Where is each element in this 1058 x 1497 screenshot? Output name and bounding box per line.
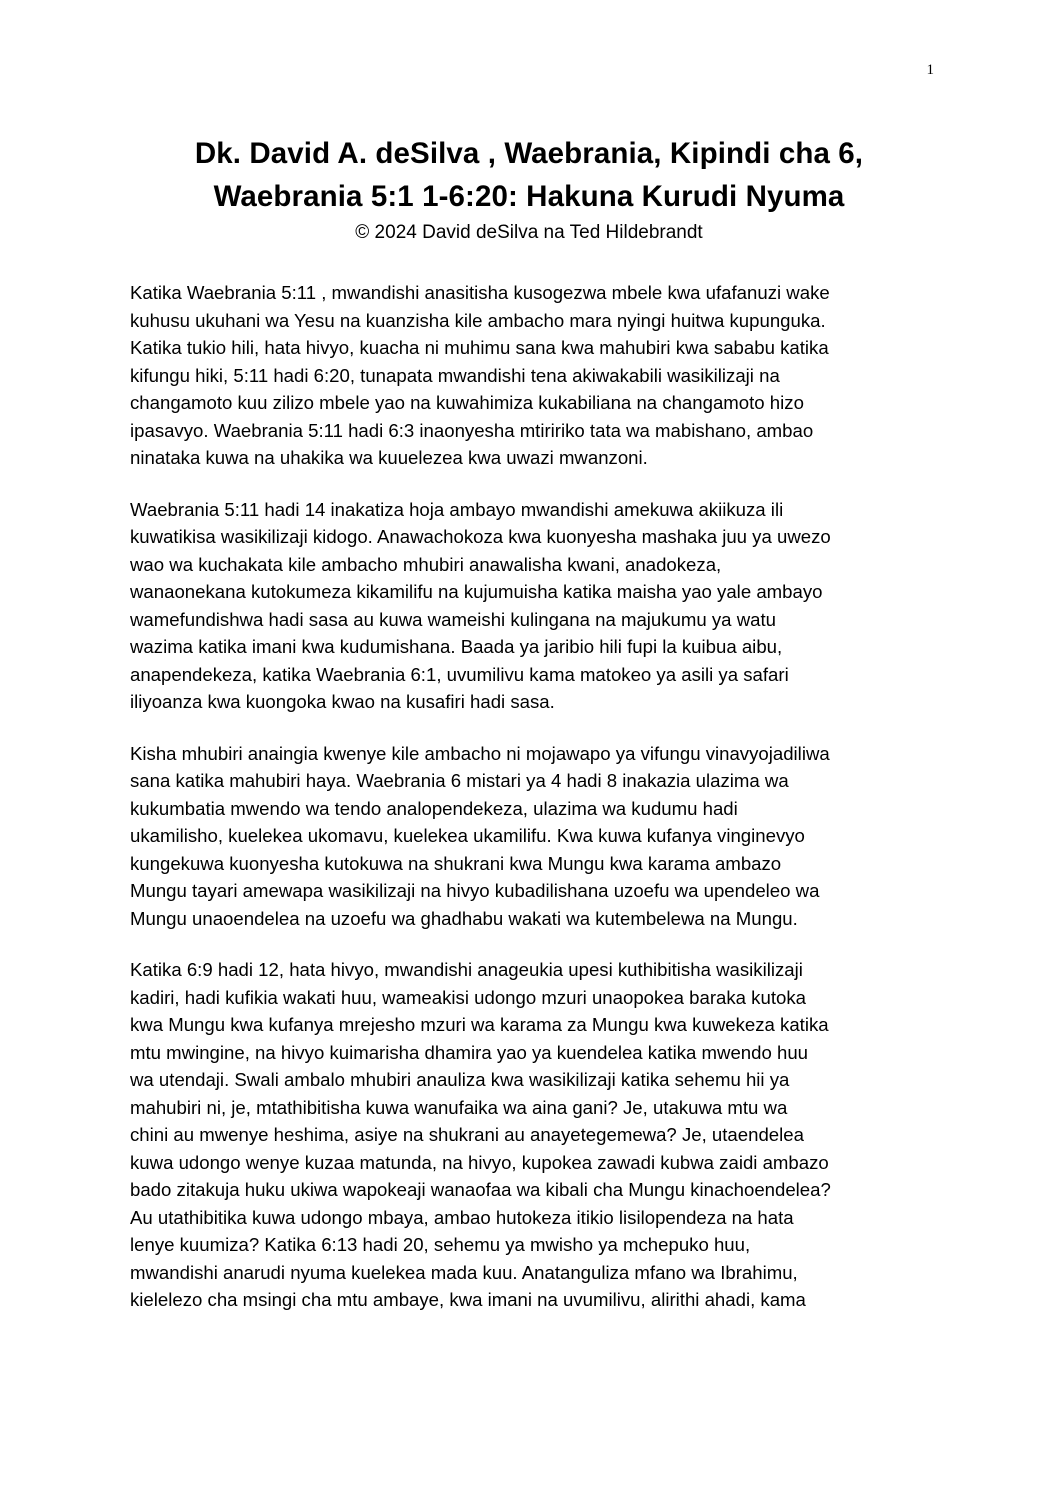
paragraph-3: Kisha mhubiri anaingia kwenye kile ambacho ni mojawapo ya vifungu vinavyojadiliwa sana katika mahubiri haya. Waebrania 6 mistari ya 4 hadi 8 inakazia ulazima wa kukumbatia mwendo wa tendo analopendekeza, ulazima wa kudumu hadi ukamilisho, kuelekea ukomavu, kuelekea ukamilifu. Kwa kuwa kufanya vinginevyo kungekuwa kuonyesha kutokuwa na shukrani kwa Mungu kwa karama ambazo Mungu tayari amewapa wasikilizaji na hivyo kubadilishana uzoefu wa upendeleo wa Mungu unaoendelea na uzoefu wa ghadhabu wakati wa kutembelewa na Mungu. — [130, 742, 830, 929]
title-line-1: Dk. David A. deSilva , Waebrania, Kipindi cha 6, — [194, 137, 864, 170]
paragraph-2: Waebrania 5:11 hadi 14 inakatiza hoja ambayo mwandishi amekuwa akiikuza ili kuwatikisa wasikilizaji kidogo. Anawachokoza kwa kuonyesha mashaka juu ya uwezo wao wa kuchakata kile ambacho mhubiri anawalisha kwani, anadokeza, wanaonekana kutokumeza kikamilifu na kujumuisha katika maisha yao yale ambayo wamefundishwa hadi sasa au kuwa wameishi kulingana na majukumu ya watu wazima katika imani kwa kudumishana. Baada ya jaribio hili fupi la kuibua aibu, anapendekeza, katika Waebrania 6:1, uvumilivu kama matokeo ya asili ya safari iliyoanza kwa kuongoka kwao na kusafiri hadi sasa. — [130, 498, 831, 712]
paragraph-1: Katika Waebrania 5:11 , mwandishi anasitisha kusogezwa mbele kwa ufafanuzi wake kuhusu ukuhani wa Yesu na kuanzisha kile ambacho mara nyingi huitwa kupunguka. Katika tukio hili, hata hivyo, kuacha ni muhimu sana kwa mahubiri kwa sababu katika kifungu hiki, 5:11 hadi 6:20, tunapata mwandishi tena akiwakabili wasikilizaji na changamoto kuu zilizo mbele yao na kuwahimiza kukabiliana na changamoto hizo ipasavyo. Waebrania 5:11 hadi 6:3 inaonyesha mtiririko tata wa mabishano, ambao ninataka kuwa na uhakika wa kuuelezea kwa uwazi mwanzoni. — [130, 282, 830, 468]
document-title — [100, 132, 958, 218]
paragraph-4: Katika 6:9 hadi 12, hata hivyo, mwandishi anageukia upesi kuthibitisha wasikilizaji kadiri, hadi kufikia wakati huu, wameakisi udongo mzuri unaopokea baraka kutoka kwa Mungu kwa kufanya mrejesho mzuri wa karama za Mungu kwa kuwekeza katika mtu mwingine, na hivyo kuimarisha dhamira yao ya kuendelea katika mwendo huu wa utendaji. Swali ambalo mhubiri anauliza kwa wasikilizaji katika sehemu hii ya mahubiri ni, je, mtathibitisha kuwa wanufaika wa aina gani? Je, utakuwa mtu wa chini au mwenye heshima, asiye na shukrani au anayetegemewa? Je, utaendelea kuwa udongo wenye kuzaa matunda, na hivyo, kupokea zawadi kubwa zaidi ambazo bado zitakuja huku ukiwa wapokeaji wanaofaa wa kibali cha Mungu kinachoendelea? Au utathibitika kuwa udongo mbaya, ambao hutokeza itikio lisilopendeza na hata lenye kuumiza? Katika 6:13 hadi 20, sehemu ya mwisho ya mchepuko huu, mwandishi anarudi nyuma kuelekea mada kuu. Anatanguliza mfano wa Ibrahimu, kielelezo cha msingi cha mtu ambaye, kwa imani na uvumilivu, alirithi ahadi, kama — [130, 959, 831, 1310]
page-number: 1 — [926, 62, 934, 78]
copyright-line: © 2024 David deSilva na Ted Hildebrandt — [355, 222, 703, 243]
title-line-2: Waebrania 5:1 1-6:20: Hakuna Kurudi Nyuma — [213, 180, 845, 213]
document-body — [130, 279, 930, 1338]
document-header — [100, 132, 958, 246]
